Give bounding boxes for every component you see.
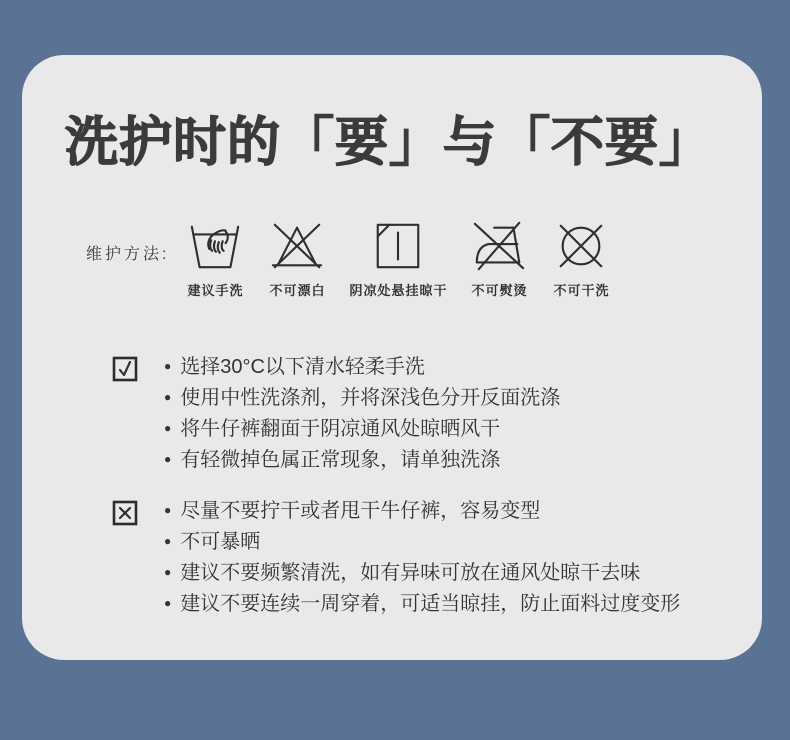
list-item <box>164 415 560 446</box>
list-item-text: 建议不要连续一周穿着，可适当晾挂，防止面料过度变形 <box>180 592 681 615</box>
bullet-icon: ● <box>164 420 172 435</box>
icon-caption: 不可漂白 <box>269 282 326 298</box>
care-methods-row <box>86 219 762 299</box>
list-item-text: 尽量不要拧干或者甩干牛仔裤，容易变型 <box>180 499 541 522</box>
bullet-icon: ● <box>164 389 172 404</box>
care-card <box>22 55 762 660</box>
dos-section <box>112 353 762 477</box>
checked-box-icon <box>112 356 138 387</box>
care-icon-item <box>267 219 327 299</box>
bullet-icon: ● <box>164 358 172 373</box>
icon-caption: 不可干洗 <box>553 282 610 298</box>
bullet-icon: ● <box>164 533 172 548</box>
list-item <box>164 528 680 559</box>
donts-section <box>112 497 762 621</box>
crossed-box-icon <box>112 500 138 531</box>
dos-list <box>138 353 560 477</box>
list-item-text: 选择30°C以下清水轻柔手洗 <box>180 355 425 378</box>
list-item-text: 有轻微掉色属正常现象，请单独洗涤 <box>180 448 501 471</box>
list-item <box>164 590 680 621</box>
list-item-text: 使用中性洗涤剂，并将深浅色分开反面洗涤 <box>180 386 561 409</box>
list-item-text: 不可暴晒 <box>180 530 261 553</box>
bullet-icon: ● <box>164 451 172 466</box>
icon-caption: 阴凉处悬挂晾干 <box>349 282 448 298</box>
do-not-iron-icon <box>469 219 529 273</box>
icon-caption: 建议手洗 <box>187 282 244 298</box>
bullet-icon: ● <box>164 502 172 517</box>
list-item <box>164 497 680 528</box>
care-icons <box>185 219 611 299</box>
care-methods-label: 维护方法: <box>86 245 170 263</box>
list-item-text: 将牛仔裤翻面于阴凉通风处晾晒风干 <box>180 417 501 440</box>
do-not-bleach-icon <box>267 219 327 273</box>
list-item <box>164 559 680 590</box>
care-icon-item <box>185 219 245 299</box>
list-item <box>164 446 560 477</box>
list-item <box>164 353 560 384</box>
list-item <box>164 384 560 415</box>
hang-dry-in-shade-icon <box>368 219 428 273</box>
hand-wash-icon <box>185 219 245 273</box>
bullet-icon: ● <box>164 595 172 610</box>
page-title: 洗护时的「要」与「不要」 <box>65 113 713 172</box>
care-icon-item <box>469 219 529 299</box>
do-not-dry-clean-icon <box>551 219 611 273</box>
list-item-text: 建议不要频繁清洗，如有异味可放在通风处晾干去味 <box>180 561 641 584</box>
donts-list <box>138 497 680 621</box>
bullet-icon: ● <box>164 564 172 579</box>
care-icon-item <box>349 219 447 299</box>
icon-caption: 不可熨烫 <box>471 282 528 298</box>
care-icon-item <box>551 219 611 299</box>
